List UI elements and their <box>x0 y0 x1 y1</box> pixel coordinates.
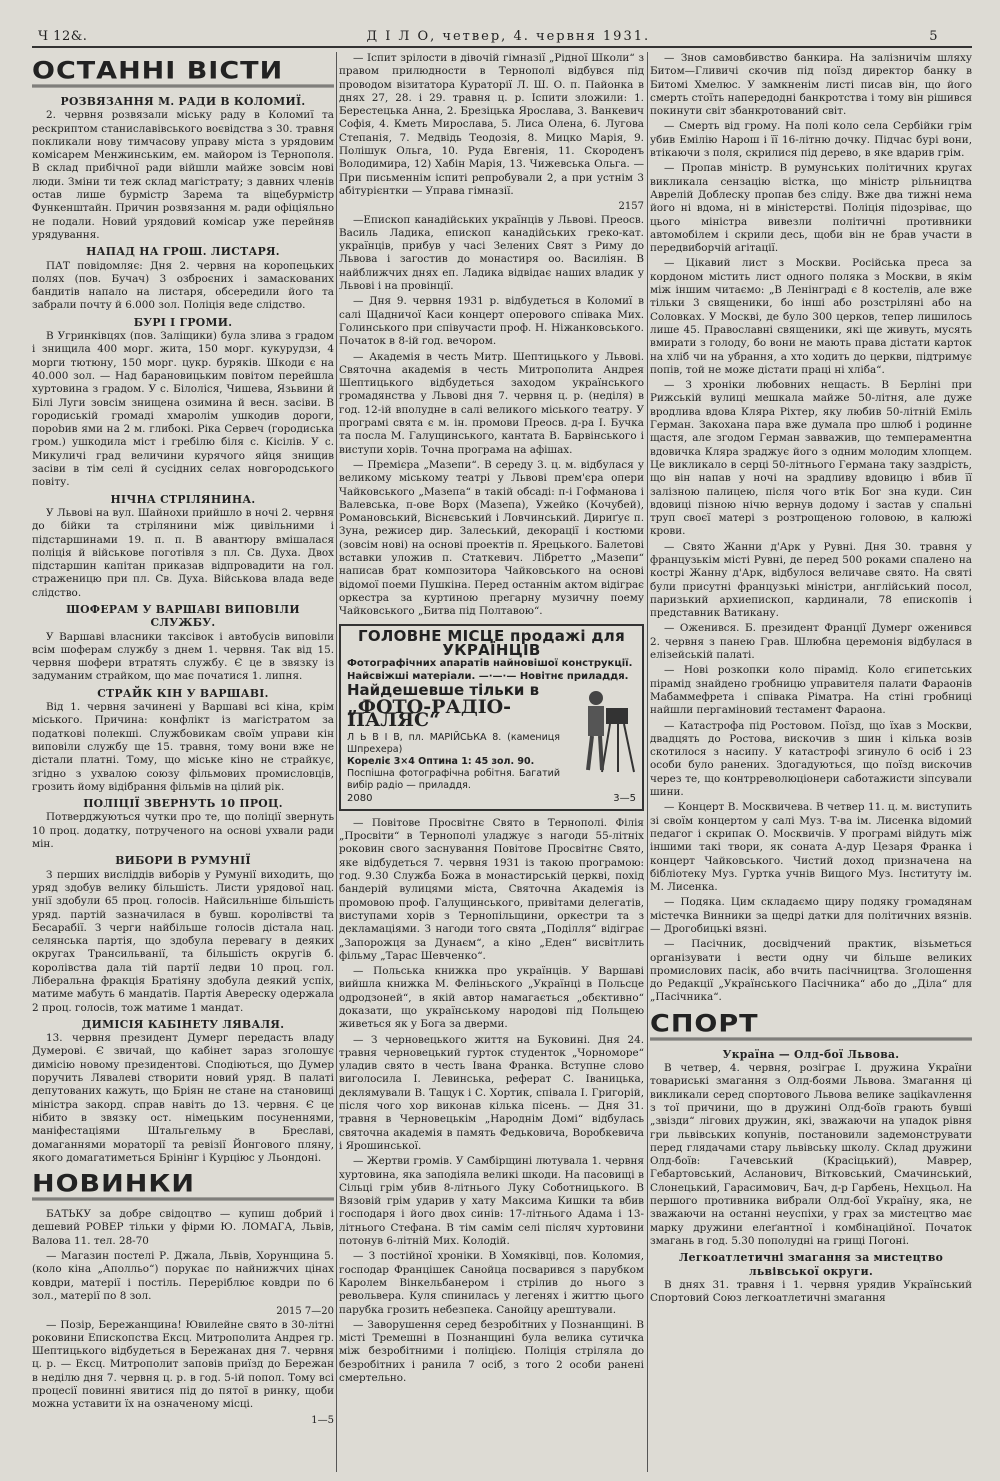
article-text: — Іспит зрілости в дівочій гімназії „Рідної Школи“ з правом прилюдности в Тернополі відбувся під проводом візитатора Кураторії Л. Ш. О. п. Пайонка в днях 27, 28. і 29. травня ц. р. Іспити зложили: 1. Берестецька Анна, 2. Брезіцька Ярослава, 3. Ванкевич Софія, 4. Кметь Мирослава, 5. Лиса Олена, 6. Лугова Степанія, 7. Медвідь Теодозія, 8. Мицко Марія, 9. Полішук Ольга, 10. Руда Евгенія, 11. Скороденъ Володимира, 12) Хабін Марія, 13. Чижевська Ольга. — При письменнім іспиті репробували 2, а при устнім 3 абітурієнтки — Управа гімназії. <box>339 52 644 197</box>
article-headline: ПОЛІЦІЇ ЗВЕРНУТЬ 10 ПРОЦ. <box>83 797 283 811</box>
article-headline: РОЗВЯЗАННЯ М. РАДИ В КОЛОМИЇ. <box>60 95 306 108</box>
article-text: — З постійної хроніки. В Хомяківці, пов. Коломия, господар Францішек Санойца посварився з парубком Каролем Вінкельбанером і стрілив до нього з револьвера. Куля спинилась у легенях і життю цього парубка грозить небезпека. Санойцу арештували. <box>339 1250 644 1316</box>
article-text: У Варшаві власники таксівок і автобусів виповіли всім шоферам службу з днем 1. червня. Так від 15. червня шофери втратять службу. Є це в звязку із задуманим страйком, що має початися 1. липня. <box>32 630 334 683</box>
shop-address: Л Ь В І В, пл. МАРІЙСЬКА 8. (камениця Шпрехера) <box>347 731 560 755</box>
article-headline: ВИБОРИ В РУМУНІЇ <box>115 854 251 868</box>
article-text: — З черновецького життя на Буковині. Дня 24. травня черновецький гурток студенток „Чорноморе“ уладив свято в честь Івана Франка. Вступне слово виголосила І. Левинська, реферат С. Іваницька, деклямували В. Тащук і С. Хортик, співала І. Григорій, після чого хор виконав кілька пісень. — Дня 31. травня в Черновецькім „Народнім Домі“ відбулась святочна академія в память Федьковича, Воробкевича і Ярошинської. <box>339 1033 644 1152</box>
article-text: В Угринківцях (пов. Заліщики) була злива з градом і знищила 400 морг. жита, 150 морг. кукурудзи, 4 морги тютюну, 150 морг. цукр. буряків. Шкоди є на 40.000 зол. — Над барановицьким повітом перейшла хуртовина з градом. У с. Білоліся, Чишева, Язьвини й Білі Луги зовсім знищена озимина й весн. засіви. В городиській громаді хмаролім ушкодив дороги, порobив ями на 2 м. глибокі. Ріка Сервеч (городиська гром.) ушкодила міст і гребілю біля с. Кісілів. У с. Микуличі град величини курячого яйця знищив засіви в тім селі й сусідних селах новгородського повіту. <box>32 330 334 489</box>
advert-line: Поспішна фотографічна робітня. Багатий вибір радіо — приладдя. <box>347 767 560 791</box>
article-text: У Львові на вул. Шайноxи прийшло в ночі 2. червня до бійки та стрілянини між цивільними і підстаршинами 19. п. п. В авантюру вмішалася поліція й військове поготівля з пл. Св. Духа. Двох підстаршин капітан приказав відпровадити на гол. страженицю при пл. Св. Духа. Військова влада веде слідство. <box>32 506 334 599</box>
issue-number: Ч 12&. <box>38 29 88 44</box>
article-text: Потверджуються чутки про те, що поліції звернуть 10 проц. додатку, потрученого на основі ухвали ради мін. <box>32 811 334 851</box>
article-text: — Оженився. Б. президент Франції Думерг оженився 2. червня з панею Грав. Шлюбна церемонія відбулася в елізейській палаті. <box>650 622 972 662</box>
article-headline: БУРІ І ГРОМИ. <box>133 315 233 329</box>
article-headline: Легкоатлетичні змагання за мистецтво львівської округи. <box>678 1251 944 1278</box>
advert-title: ГОЛОВНЕ МІСЦЕ продажі для УКРАЇНЦІВ <box>357 627 626 659</box>
advert-line: Найсвіжші матеріали. —·—·— Новітнє приладдя. <box>347 671 629 683</box>
photo-shop-advert <box>339 624 644 810</box>
column-divider <box>647 52 648 1472</box>
article-text: — Пропав міністр. В румунських політичних кругах викликала сензацію вістка, що міністр рільництва Аврелій Доблеску пропав без сліду. Вже два тижні нема його ні вдома, ні в міністерстві. Поліція підозріває, що цього міністра вивезли політичні противники автомобілем і скрили десь, щоби він не брав участи в передвиборчій агітації. <box>650 162 972 255</box>
article-text: —Епископ канадійських українців у Львові. Преосв. Василь Ладика, епископ канадійських греко-кат. українців, прибув у часі Зелених Свят з Риму до Львова і загостив до монастиря оо. Василіян. В найближчих днях еп. Ладика відвідає наших владик у Львові і на провінції. <box>339 213 644 293</box>
page-number: 5 <box>929 29 938 44</box>
page-header <box>38 20 938 44</box>
advert-number: 2157 <box>618 201 644 213</box>
article-text: — Концерт В. Москвичева. В четвер 11. ц. м. виступить зі своїм концертом у салі Муз. Т-ва ім. Лисенка відомий педагог і скрипак О. Москвичів. У програмі війдуть між іншими такі твори, як соната А-дур Цезаря Франка і концерт Чайковського. Чистий доход призначена на бібліотеку Муз. Гуртка учнів Вищого Муз. Інституту ім. М. Лисенка. <box>650 801 972 894</box>
advert-number: 2080 3—5 <box>347 792 636 804</box>
article-text: — Нові розкопки коло пірамід. Коло єгипетських пірамід знайдено гробницю управителя палати Фараонів Мабаммефрета і співака Ріматра. На стіні гробниці найшли пергаміновий тестамент Фараона. <box>650 664 972 717</box>
article-text: ПАТ повідомляє: Дня 2. червня на коропецьких полях (пов. Бучач) 3 озброєних і замаскованих бандитів напало на листаря, обсередили його та забрали почту й 6.000 зол. Поліція веде слідство. <box>32 259 334 312</box>
article-text: — Смерть від грому. На полі коло села Сербійки грім убив Емілію Нарош і її 16-літню дочку. Підчас бурі вони, втікаючи з поля, скрилися під дерево, в яке вдарив грім. <box>650 120 972 160</box>
section-title: НОВИНКИ <box>32 1171 334 1201</box>
article-text: 13. червня президент Думерг передасть владу Думерові. Є звичай, що кабінет зараз зголошує димісію новому президентові. Сподіються, що Думер поручить Лявалеві створити новий уряд. В палаті депутованих кажуть, що Бріян не стане на становищі міністра закорд. справ навіть до 13. червня. Є це нібито в звязку ост. німецьким посуненнями, маніфестаціями Штальгельму в Бреславі, домаганнями мораторії та ревізії Йонгового пляну, якого домагатиметься Брінінг і Курціюс у Льондоні. <box>32 1032 334 1164</box>
advert-line: Найдешевше тільки в <box>347 680 540 699</box>
advert-line: Кореліє 3×4 Оптина 1: 45 зол. 90. <box>347 755 535 767</box>
advert-number: 2015 7—20 <box>276 1306 334 1318</box>
header-rule <box>32 46 972 48</box>
column-divider <box>336 52 337 1472</box>
column-right <box>650 52 972 1472</box>
masthead-line: Д І Л О, четвер, 4. червня 1931. <box>366 29 651 44</box>
article-text: — Повітове Просвітнє Свято в Тернополі. Філія „Просвіти“ в Тернополі уладжує з нагоди 55-літніх роковин свого заснування Повітове Просвітнє Свято, яке відбудеться 7. червня 1931 із такою програмою: год. 9.30 Служба Божа в монастирській церкві, похід бандерій вулицями міста, Святочна Академія із промовою проф. Галущинського, привітами делегатів, виступами хорів з Тернопільщини, оркестри та з декламаціями. З нагоди того свята „Поділля“ відіграє „Запорожця за Дунаєм“, а кіно „Еден“ висвітлить фільму „Тарас Шевченко“. <box>339 816 644 962</box>
article-headline: СТРАЙК КІН У ВАРШАВІ. <box>97 686 269 700</box>
article-text: — Дня 9. червня 1931 р. відбудеться в Коломиї в салі Щадничої Каси концерт оперового співака Мих. Голинського при співучасти проф. Н. Ніжанковського. Початок в 8-ій год. вечором. <box>339 295 644 348</box>
article-text: З перших висліддів виборів у Румунії виходить, що уряд здобув велику більшість. Листи урядової нац. унії здобули 65 проц. голосів. Найсильніше більшість уряд. партій зазначилася в бувш. королівстві та Бесарабії. З черги найбільше голосів дістала нац. селянська партія, що здобула перевагу в деяких округах Трансильванії, та більшість округів б. королівства дала тій партії ледви 10 проц. гол. Ліберальна фракція Братіяну здобула деякий успіх, матиме мабуть 6 мандатів. Партія Авереску одержала 2 проц. голосів, тож матиме 1 мандат. <box>32 868 334 1014</box>
section-title: СПОРТ <box>650 1010 972 1040</box>
article-text: — Знов самовбивство банкира. На залізничім шляху Битом—Гливичі скочив під поїзд директор банку в Битомі Хмелюс. У замкненім листі писав він, що його смерть стоїть напередодні банкротства і тому він рішився покинути світ збанкротований світ. <box>650 52 972 118</box>
article-text: Від 1. червня зачинені у Варшаві всі кіна, крім міського. Причина: конфлікт із магістратом за податкові полекші. Службовикам своїм управи кін виповіли службу ще 15. травня, тому вони вже не дістали платні. Тому, що міське кіно не страйкує, згідно з ухвалою союзу фільмових промисловців, грозить йому відібрання фільмів на цілий рік. <box>32 701 334 793</box>
article-text: — Заворушення серед безробітних у Познанщині. В місті Тремешні в Познанщині була велика сутичка між безробітними і поліцією. Поліція стріляла до безробітних і ранила 7 осіб, з того 2 особи ранені смертельно. <box>339 1318 644 1385</box>
article-text: — З хроніки любовних нещасть. В Берліні при Рижській вулиці мешкала майже 50-літня, але дуже вродлива вдова Кляра Ріхтер, яку любив 50-літній Еміль Герман. Закохана пара вже думала про шлюб і родинне щастя, але згодом Герман завважив, що темпераментна вдовичка Кляра зраджує його з одним молодим хлопцем. Це викликало в серці 50-літнього Германа таку заздрість, що він напав у ночі на зрадливу вдовицю і вбив її залізною палицею, після чого втік Бог зна куди. Син вдовиці пізною нічю вернув додому і застав у спальні труп своєї матері з розтрощеною головою, в калюжі крови. <box>650 379 972 538</box>
article-text: — Подяка. Цим складаємо щиру подяку громадянам містечка Винники за щедрі датки для політичних вязнів. — Дрогобицькі вязні. <box>650 896 972 935</box>
article-headline: ДИМІСІЯ КАБІНЕТУ ЛЯВАЛЯ. <box>81 1017 285 1031</box>
article-text: — Академія в честь Митр. Шептицького у Львові. Святочна академія в честь Митрополита Андрея Шептицького відбудеться заходом українського громадянства у Львові дня 7. червня ц. р. (неділя) в год. 12-ій вполудне в салі великого міського театру. У програмі свята є м. ін. промови Преосв. д-ра І. Бучка та посла М. Галущинського, кантата В. Барвінського і виступи хорів. Точна програма на афішах. <box>339 350 644 456</box>
advert-line: Фотографічних апаратів найновішої конструкції. <box>347 658 633 670</box>
article-text: — Цікавий лист з Москви. Російська преса за кордоном містить лист одного поляка з Москви, в якім між іншим читаємо: „В Ленінграді є 8 костелів, але вже тільки 3 священики, бо інші або розстріляні або на Соловках. У Москві, де було 300 церков, тепер лишилось лише 45. Православні священики, які ще живуть, мусять вмирати з голоду, бо вони не мають права дістати карток на хліб чи на убрання, а хто ходить до церкви, підтримує попів, той не може дістати праці ні хліба“. <box>650 257 972 376</box>
article-text: В днях 31. травня і 1. червня урядив Український Спортовий Союз легкоатлетичні змагання <box>650 1278 972 1305</box>
advert-text: — Магазин постелі Р. Джала, Львів, Хорунщина 5. (коло кіна „Аполльо“) порукає по найнижчих цінах ковдри, матерії і постіль. Переріблює ковдри по 6 зол., матерії по 8 зол. <box>32 1250 334 1302</box>
article-headline: НАПАД НА ГРОШ. ЛИСТАРЯ. <box>86 245 280 259</box>
article-headline: ШОФЕРАМ У ВАРШАВІ ВИПОВІЛИ СЛУЖБУ. <box>66 602 300 630</box>
article-text: — Позір, Бережанщина! Ювилейне свято в 30-літні роковини Епископства Ексц. Митрополита Андрея гр. Шептицького відбудеться в Бережанах дня 7. червня ц. р. — Ексц. Митрополит заповів приїзд до Бережан в неділю дня 7. червня ц. р. в год. 5-ій попол. Тому всі процесії повинні явитися під до пятої в ринку, щоби можна уставити їх на означеному місці. <box>32 1318 334 1411</box>
column-left <box>32 52 334 1472</box>
article-text: — Премієра „Мазепи“. В середу 3. ц. м. відбулася у великому міському театрі у Львові прем'єра опери Чайковського „Мазепа“ в такій обсаді: п-і Гофманова і Валевська, п-ове Ворх (Мазепа), Ужейко (Кочубей), Романовський, Віснєвський і Ловчинський. Дириґує п. Зуна, режисер дир. Залеський, декорації і костюми (зовсім нові) на основі проектів п. Ярецького. Балетові вставки уложив п. Статкевич. Лібретто „Мазепи“ написав брат композитора Чайковського на основі відомої поеми Пушкіна. Перед останнім актом відіграє оркестра за куртиною прегарну музичну поему Чайковського „Битва під Полтавою“. <box>339 458 644 618</box>
article-text: — Свято Жанни д'Арк у Рувні. Дня 30. травня у французькім місті Рувні, де перед 500 роками спалено на кострі Жанну д'Арк, відбулося величаве свято. На святі були присутні французькі міністри, англійський посол, паризький архиепископ, кардинали, 78 епископів і представник Ватикану. <box>650 540 972 620</box>
article-text: — Польська книжка про українців. У Варшаві вийшла книжка М. Феліньского „Українці в Польсце одродзоней“, в якій автор намагається „обєктивно“ доказати, що українському народові під Польщею живеться як у Бога за дверми. <box>339 965 644 1031</box>
shop-name: „ФОТО-РАДІО-ПАЛЯС“ <box>347 695 512 732</box>
article-text: — Жертви громів. У Самбірщині лютувала 1. червня хуртовина, яка заподіяла великі шкоди. На пасовищі в Сільці грім убив 8-літнього Луку Соботницького. В Вязовій грім ударив у хату Максима Кишки та вбив господаря і його двох синів: 17-літнього Адама і 13-літнього Стефана. В тім самім селі післяч хуртовини потонув 6-літній Мих. Колодій. <box>339 1155 644 1248</box>
photographer-illustration <box>566 684 636 774</box>
article-text: В четвер, 4. червня, розіграє І. дружина України товариські змагання з Олд-боями Львова. Змагання ці викликали серед спортового Львова велике заціkavлення з тої причини, що в дружині Олд-боїв грають бувші „звізди“ ліговиx дружин, які, зважаючи на упадок рівня гри львівських копунів, постановили задемонструвати перед глядачами стару львівську школу. Склад дружини Олд-боїв: Гачевський (Красіцький), Маврер, Гебартовський, Асланович, Вітковський, Смачинський, Слонецький, Гарасимович, Бач, д-р Гарбень, Нехцьол. На першого противника вибрали Олд-бої Україну, яка, не зважаючи на останні неуспіхи, у грах за мистецтво має марку дружини елеґантної і комбінаційної. Початок змагань в год. 5.30 пополудні на грищі Погоні. <box>650 1062 972 1247</box>
advert-number: 1—5 <box>311 1414 334 1426</box>
article-headline: НІЧНА СТРІЛЯНИНА. <box>110 492 256 506</box>
article-text: — Пасічник, досвідчений практик, візьметься організувати і вести одну чи більше великих промислових пасік, або вчить пасічництва. Зголошення до Редакції „Українського Пасічника“ або до „Діла“ для „Пасічника“. <box>650 938 972 1004</box>
column-middle <box>339 52 644 1472</box>
article-text: — Катастрофа під Ростовом. Поїзд, що їхав з Москви, двадцять до Ростова, вискочив з шин і кілька возів скотилося з насипу. У катастрофі згинуло 6 осіб і 23 особи було ранених. Здогадуються, що поїзд вискочив через те, що контрреволюціонери саботажисти зіпсували шини. <box>650 719 972 799</box>
advert-text: БАТЬКУ за добре свідоцтво — купиш добрий і дешевий РОВЕР тільки у фірми Ю. ЛОМАГА, Львів, Валова 11. тел. 28-70 <box>32 1208 334 1247</box>
article-text: 2. червня розвязали міську раду в Коломиї та рескриптом станиславівського воєвідства з 30. травня покликали нову тимчасову управу міста з урядовим комісарем Менжинським, ем. майором із Тернополя. В склад прибічної ради війшли майже зовсім нові люди. Зміни ти теж склад магістрату; з давних членів остав лише бурмістр Зарема та віцебурмістр Функенштайн. Причин розвязання м. ради офіціяльно не подали. Новий урядовий комісар уже перейняв урядування. <box>32 109 334 241</box>
section-title: ОСТАННІ ВІСТИ <box>32 58 334 88</box>
article-headline: Україна — Олд-бої Львова. <box>722 1047 900 1061</box>
